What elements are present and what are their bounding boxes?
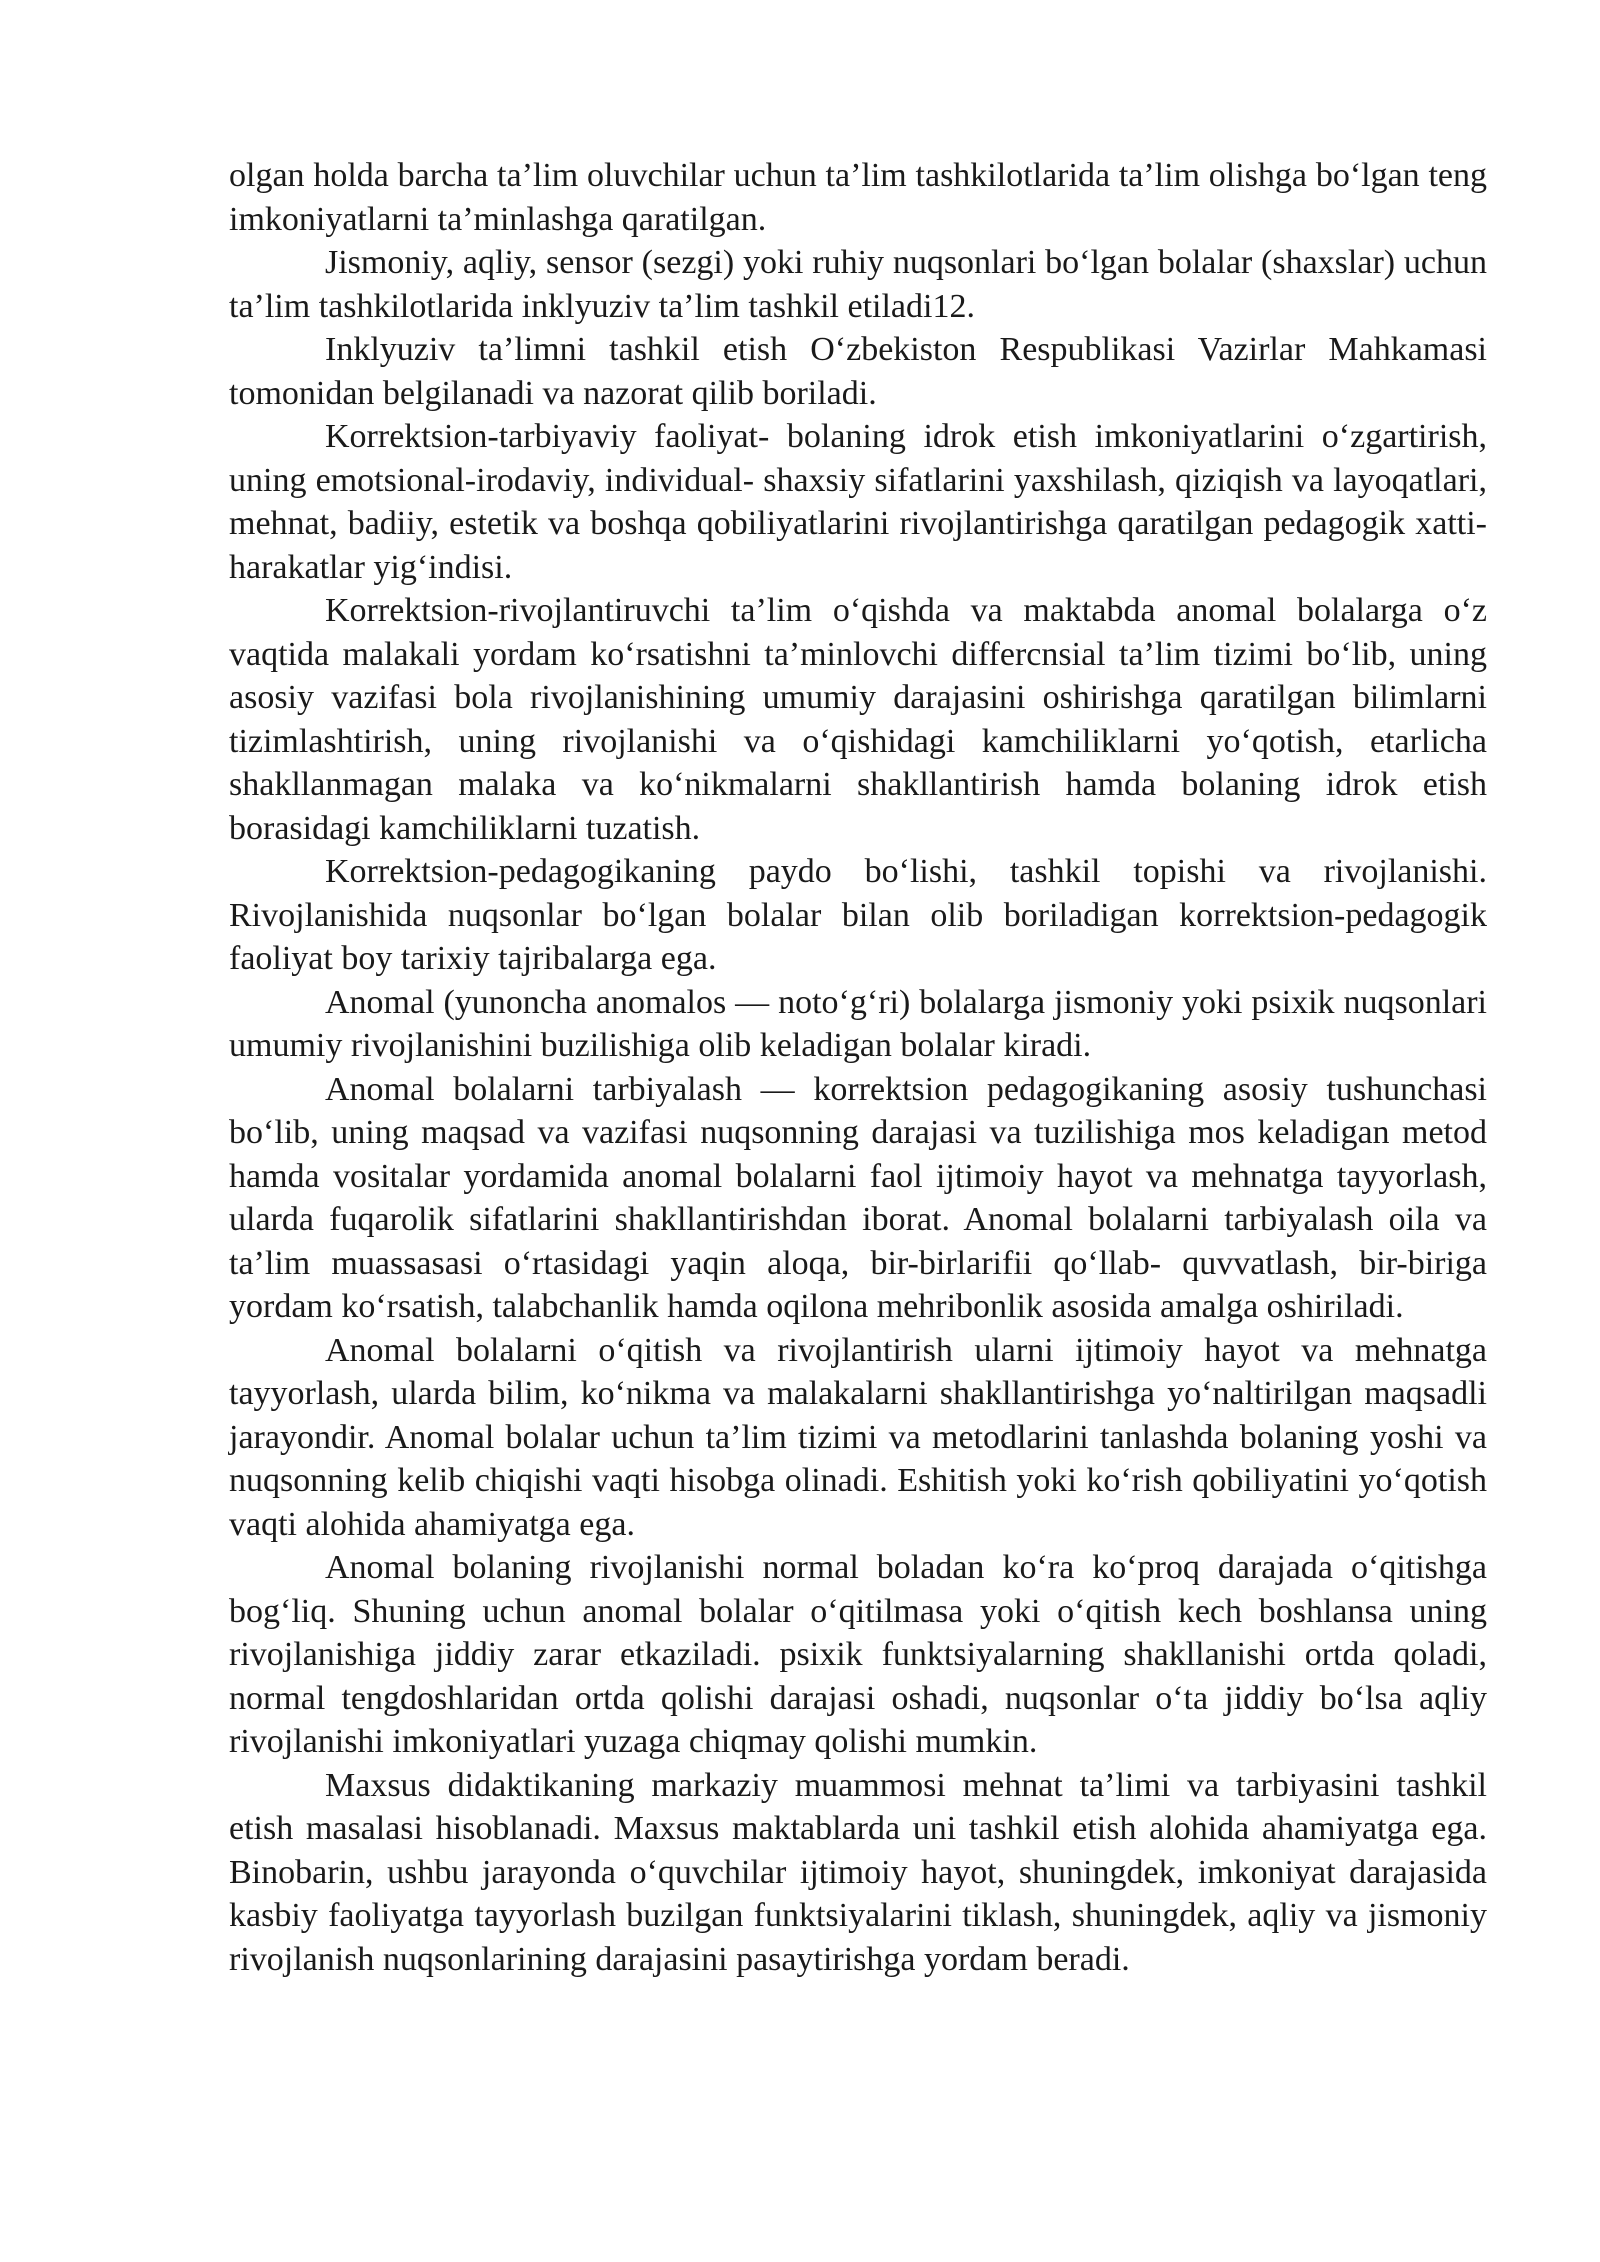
paragraph-anomal-definition: Anomal (yunoncha anomalos — noto‘g‘ri) bolalarga jismoniy yoki psixik nuqsonlari umumiy rivojlanishini buzilishiga olib keladigan bolalar kiradi. [229, 983, 1487, 1064]
paragraph-anomal-upbringing: Anomal bolalarni tarbiyalash — korrektsion pedagogikaning asosiy tushunchasi bo‘lib, uning maqsad va vazifasi nuqsonning darajasi va tuzilishiga mos keladigan metod hamda vositalar yordamida anomal bolalarni faol ijtimoiy hayot va mehnatga tayyorlash, ularda fuqarolik sifatlarini shakllantirishdan iborat. Anomal bolalarni tarbiyalash oila va ta’lim muassasasi o‘rtasidagi yaqin aloqa, bir-birlarifii qo‘llab- quvvatlash, bir-biriga yordam ko‘rsatish, talabchanlik hamda oqilona mehribonlik asosida amalga oshiriladi. [229, 1070, 1487, 1325]
paragraph-continuation: olgan holda barcha ta’lim oluvchilar uchun ta’lim tashkilotlarida ta’lim olishga bo‘lgan teng imkoniyatlarni ta’minlashga qaratilgan. [229, 157, 1487, 238]
paragraph-correctional-developmental-education: Korrektsion-rivojlantiruvchi ta’lim o‘qishda va maktabda anomal bolalarga o‘z vaqtida malakali yordam ko‘rsatishni ta’minlovchi differcnsial ta’lim tizimi bo‘lib, uning asosiy vazifasi bola rivojlanishining umumiy darajasini oshirishga qaratilgan bilimlarni tizimlashtirish, uning rivojlanishi va o‘qishidagi kamchiliklarni yo‘qotish, etarlicha shakllanmagan malaka va ko‘nikmalarni shakllantirish hamda bolaning idrok etish borasidagi kamchiliklarni tuzatish. [229, 592, 1487, 847]
paragraph-special-didactics: Maxsus didaktikaning markaziy muammosi mehnat ta’limi va tarbiyasini tashkil etish masalasi hisoblanadi. Maxsus maktablarda uni tashkil etish alohida ahamiyatga ega. Binobarin, ushbu jarayonda o‘quvchilar ijtimoiy hayot, shuningdek, imkoniyat darajasida kasbiy faoliyatga tayyorlash buzilgan funktsiyalarini tiklash, shuningdek, aqliy va jismoniy rivojlanish nuqsonlarining darajasini pasaytirishga yordam beradi. [229, 1766, 1487, 1978]
paragraph-inclusive-education-groups: Jismoniy, aqliy, sensor (sezgi) yoki ruhiy nuqsonlari bo‘lgan bolalar (shaxslar) uchun ta’lim tashkilotlarida inklyuziv ta’lim tashkil etiladi12. [229, 244, 1487, 325]
paragraph-inclusive-education-control: Inklyuziv ta’limni tashkil etish O‘zbekiston Respublikasi Vazirlar Mahkamasi tomonidan belgilanadi va nazorat qilib boriladi. [229, 331, 1487, 412]
paragraph-correctional-upbringing: Korrektsion-tarbiyaviy faoliyat- bolaning idrok etish imkoniyatlarini o‘zgartirish, uning emotsional-irodaviy, individual- shaxsiy sifatlarini yaxshilash, qiziqish va layoqatlari, mehnat, badiiy, estetik va boshqa qobiliyatlarini rivojlantirishga qaratilgan pedagogik xatti-harakatlar yig‘indisi. [229, 418, 1487, 586]
document-page [229, 154, 1487, 1981]
paragraph-anomal-development: Anomal bolaning rivojlanishi normal boladan ko‘ra ko‘proq darajada o‘qitishga bog‘liq. Shuning uchun anomal bolalar o‘qitilmasa yoki o‘qitish kech boshlansa uning rivojlanishiga jiddiy zarar etkaziladi. psixik funktsiyalarning shakllanishi ortda qoladi, normal tengdoshlaridan ortda qolishi darajasi oshadi, nuqsonlar o‘ta jiddiy bo‘lsa aqliy rivojlanishi imkoniyatlari yuzaga chiqmay qolishi mumkin. [229, 1549, 1487, 1760]
paragraph-correctional-pedagogy-origin: Korrektsion-pedagogikaning paydo bo‘lishi, tashkil topishi va rivojlanishi. Rivojlanishida nuqsonlar bo‘lgan bolalar bilan olib boriladigan korrektsion-pedagogik faoliyat boy tarixiy tajribalarga ega. [229, 853, 1487, 977]
paragraph-anomal-teaching: Anomal bolalarni o‘qitish va rivojlantirish ularni ijtimoiy hayot va mehnatga tayyorlash, ularda bilim, ko‘nikma va malakalarni shakllantirishga yo‘naltirilgan maqsadli jarayondir. Anomal bolalar uchun ta’lim tizimi va metodlarini tanlashda bolaning yoshi va nuqsonning kelib chiqishi vaqti hisobga olinadi. Eshitish yoki ko‘rish qobiliyatini yo‘qotish vaqti alohida ahamiyatga ega. [229, 1331, 1487, 1543]
